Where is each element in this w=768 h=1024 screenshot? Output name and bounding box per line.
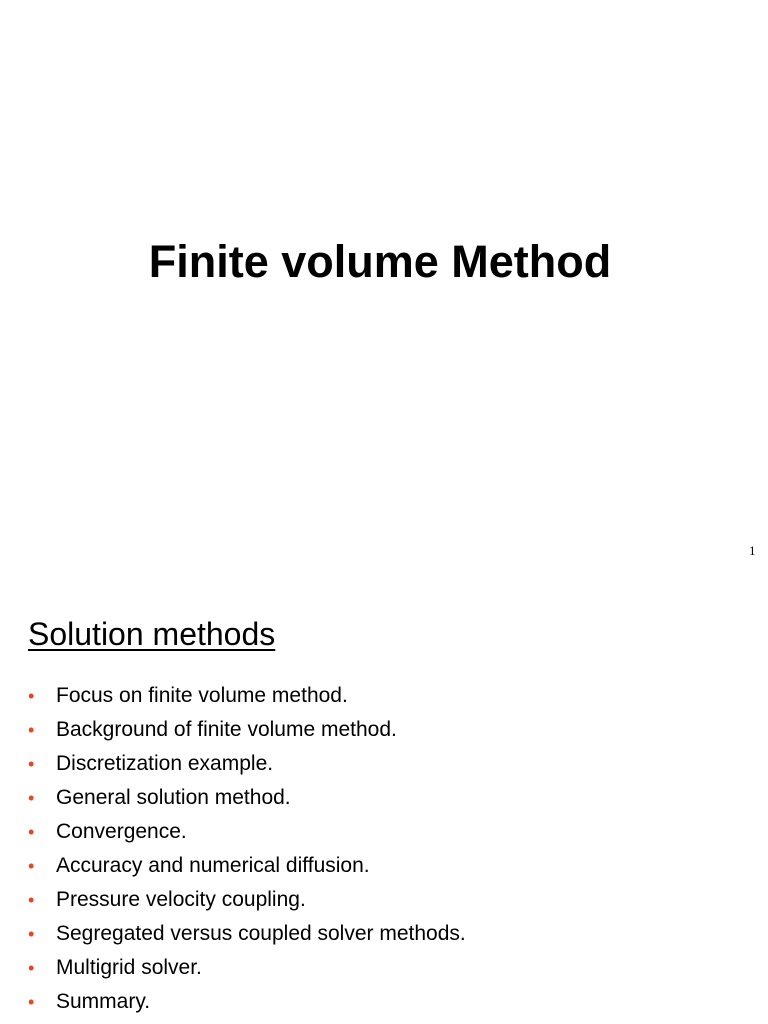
list-item-text: General solution method. [56, 786, 291, 809]
bullet-icon: • [28, 822, 35, 842]
bullet-icon: • [28, 856, 35, 876]
bullet-icon: • [28, 720, 35, 740]
bullet-icon: • [28, 924, 35, 944]
list-item-text: Multigrid solver. [56, 956, 202, 979]
page-number: 1 [749, 543, 756, 558]
section-title: Solution methods [28, 616, 276, 652]
bullet-icon: • [28, 890, 35, 910]
list-item-text: Focus on finite volume method. [56, 684, 348, 707]
list-item-text: Pressure velocity coupling. [56, 888, 306, 911]
list-item-text: Segregated versus coupled solver methods. [56, 922, 466, 945]
bullet-icon: • [28, 958, 35, 978]
bullet-icon: • [28, 788, 35, 808]
list-item-text: Summary. [56, 990, 151, 1013]
slide-title: Finite volume Method [148, 236, 612, 287]
bullet-icon: • [28, 754, 35, 774]
list-item-text: Accuracy and numerical diffusion. [56, 854, 370, 877]
list-item-text: Background of finite volume method. [56, 718, 397, 741]
bullet-icon: • [28, 992, 35, 1012]
list-item-text: Discretization example. [56, 752, 274, 775]
bullet-icon: • [28, 686, 35, 706]
list-item-text: Convergence. [56, 820, 187, 843]
